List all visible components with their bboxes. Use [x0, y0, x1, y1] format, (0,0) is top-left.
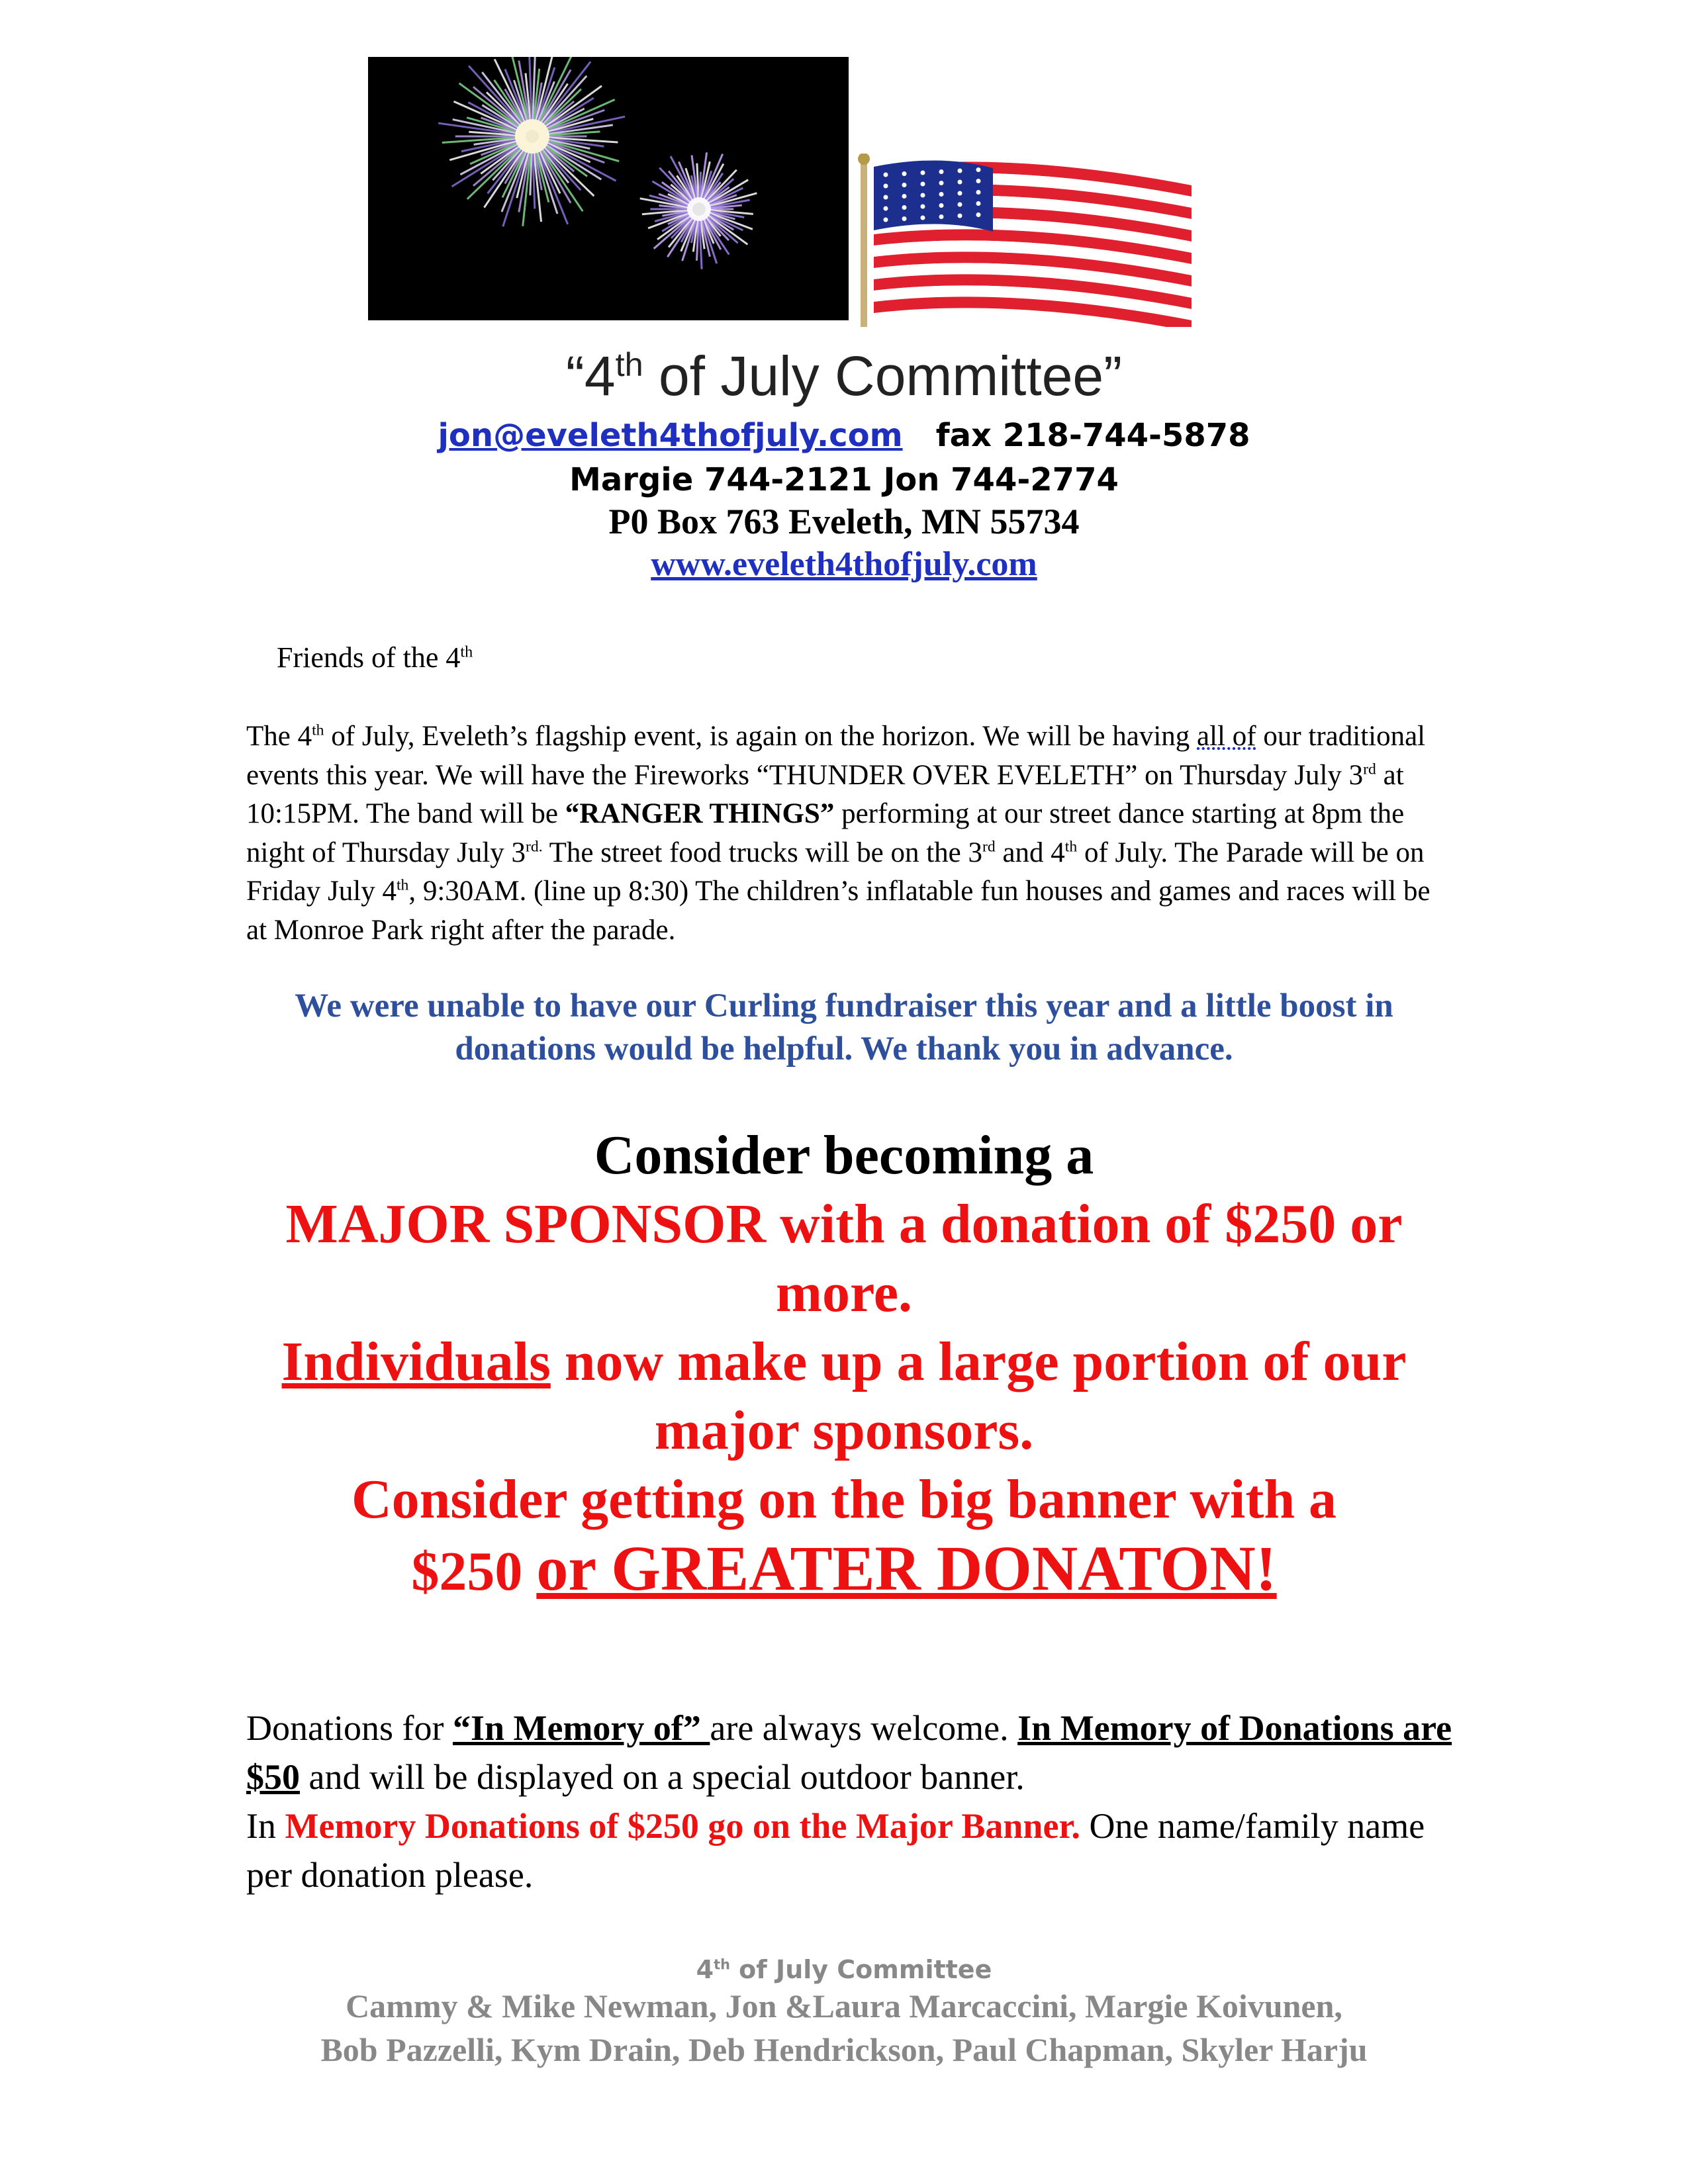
email-link[interactable]: jon@eveleth4thofjuly.com	[438, 417, 903, 454]
american-flag-image	[847, 154, 1198, 327]
major-sponsor-callout: Consider becoming a MAJOR SPONSOR with a donation of $250 or more. Individuals now make up a large portion of our major sponsors. Consider getting on the big banner with a $250 or GREATER DONATON!	[281, 1124, 1407, 1604]
footer-committee-title: 4th of July Committee	[696, 1955, 992, 1984]
donation-appeal: We were unable to have our Curling fundraiser this year and a little boost in donations would be helpful. We thank you in advance.	[295, 987, 1393, 1068]
committee-members-line-1: Cammy & Mike Newman, Jon &Laura Marcaccini, Margie Koivunen,	[346, 1987, 1342, 2025]
committee-title: “4th of July Committee”	[565, 345, 1123, 407]
phone-numbers: Margie 744-2121 Jon 744-2774	[569, 461, 1119, 498]
in-memory-paragraph: Donations for “In Memory of” are always welcome. In Memory of Donations are $50 and will be displayed on a special outdoor banner. In Memory Donations of $250 go on the Major Banner. One name/family name per donation please.	[246, 1708, 1452, 1895]
intro-paragraph: The 4th of July, Eveleth’s flagship event, is again on the horizon. We will be having all of our traditional events this year. We will have the Fireworks “THUNDER OVER EVELETH” on Thursday July 3rd at 10:15PM. The band will be “RANGER THINGS” performing at our street dance starting at 8pm the night of Thursday July $3^{rd.}$ The street food trucks will be on the 3rd and 4th of July. The Parade will be on Friday July 4th, 9:30AM. (line up 8:30) The children’s inflatable fun houses and games and races will be at Monroe Park right after the parade.	[246, 721, 1430, 946]
mailing-address: P0 Box 763 Eveleth, MN 55734	[608, 502, 1080, 541]
committee-members-line-2: Bob Pazzelli, Kym Drain, Deb Hendrickson, Paul Chapman, Skyler Harju	[320, 2031, 1368, 2068]
band-name: “RANGER THINGS”	[565, 798, 835, 829]
greeting: Friends of the 4th	[277, 641, 473, 674]
fax-number: fax 218-744-5878	[935, 417, 1250, 454]
website-link[interactable]: www.eveleth4thofjuly.com	[651, 545, 1037, 583]
fireworks-image	[368, 57, 849, 320]
contact-line	[0, 417, 1688, 454]
